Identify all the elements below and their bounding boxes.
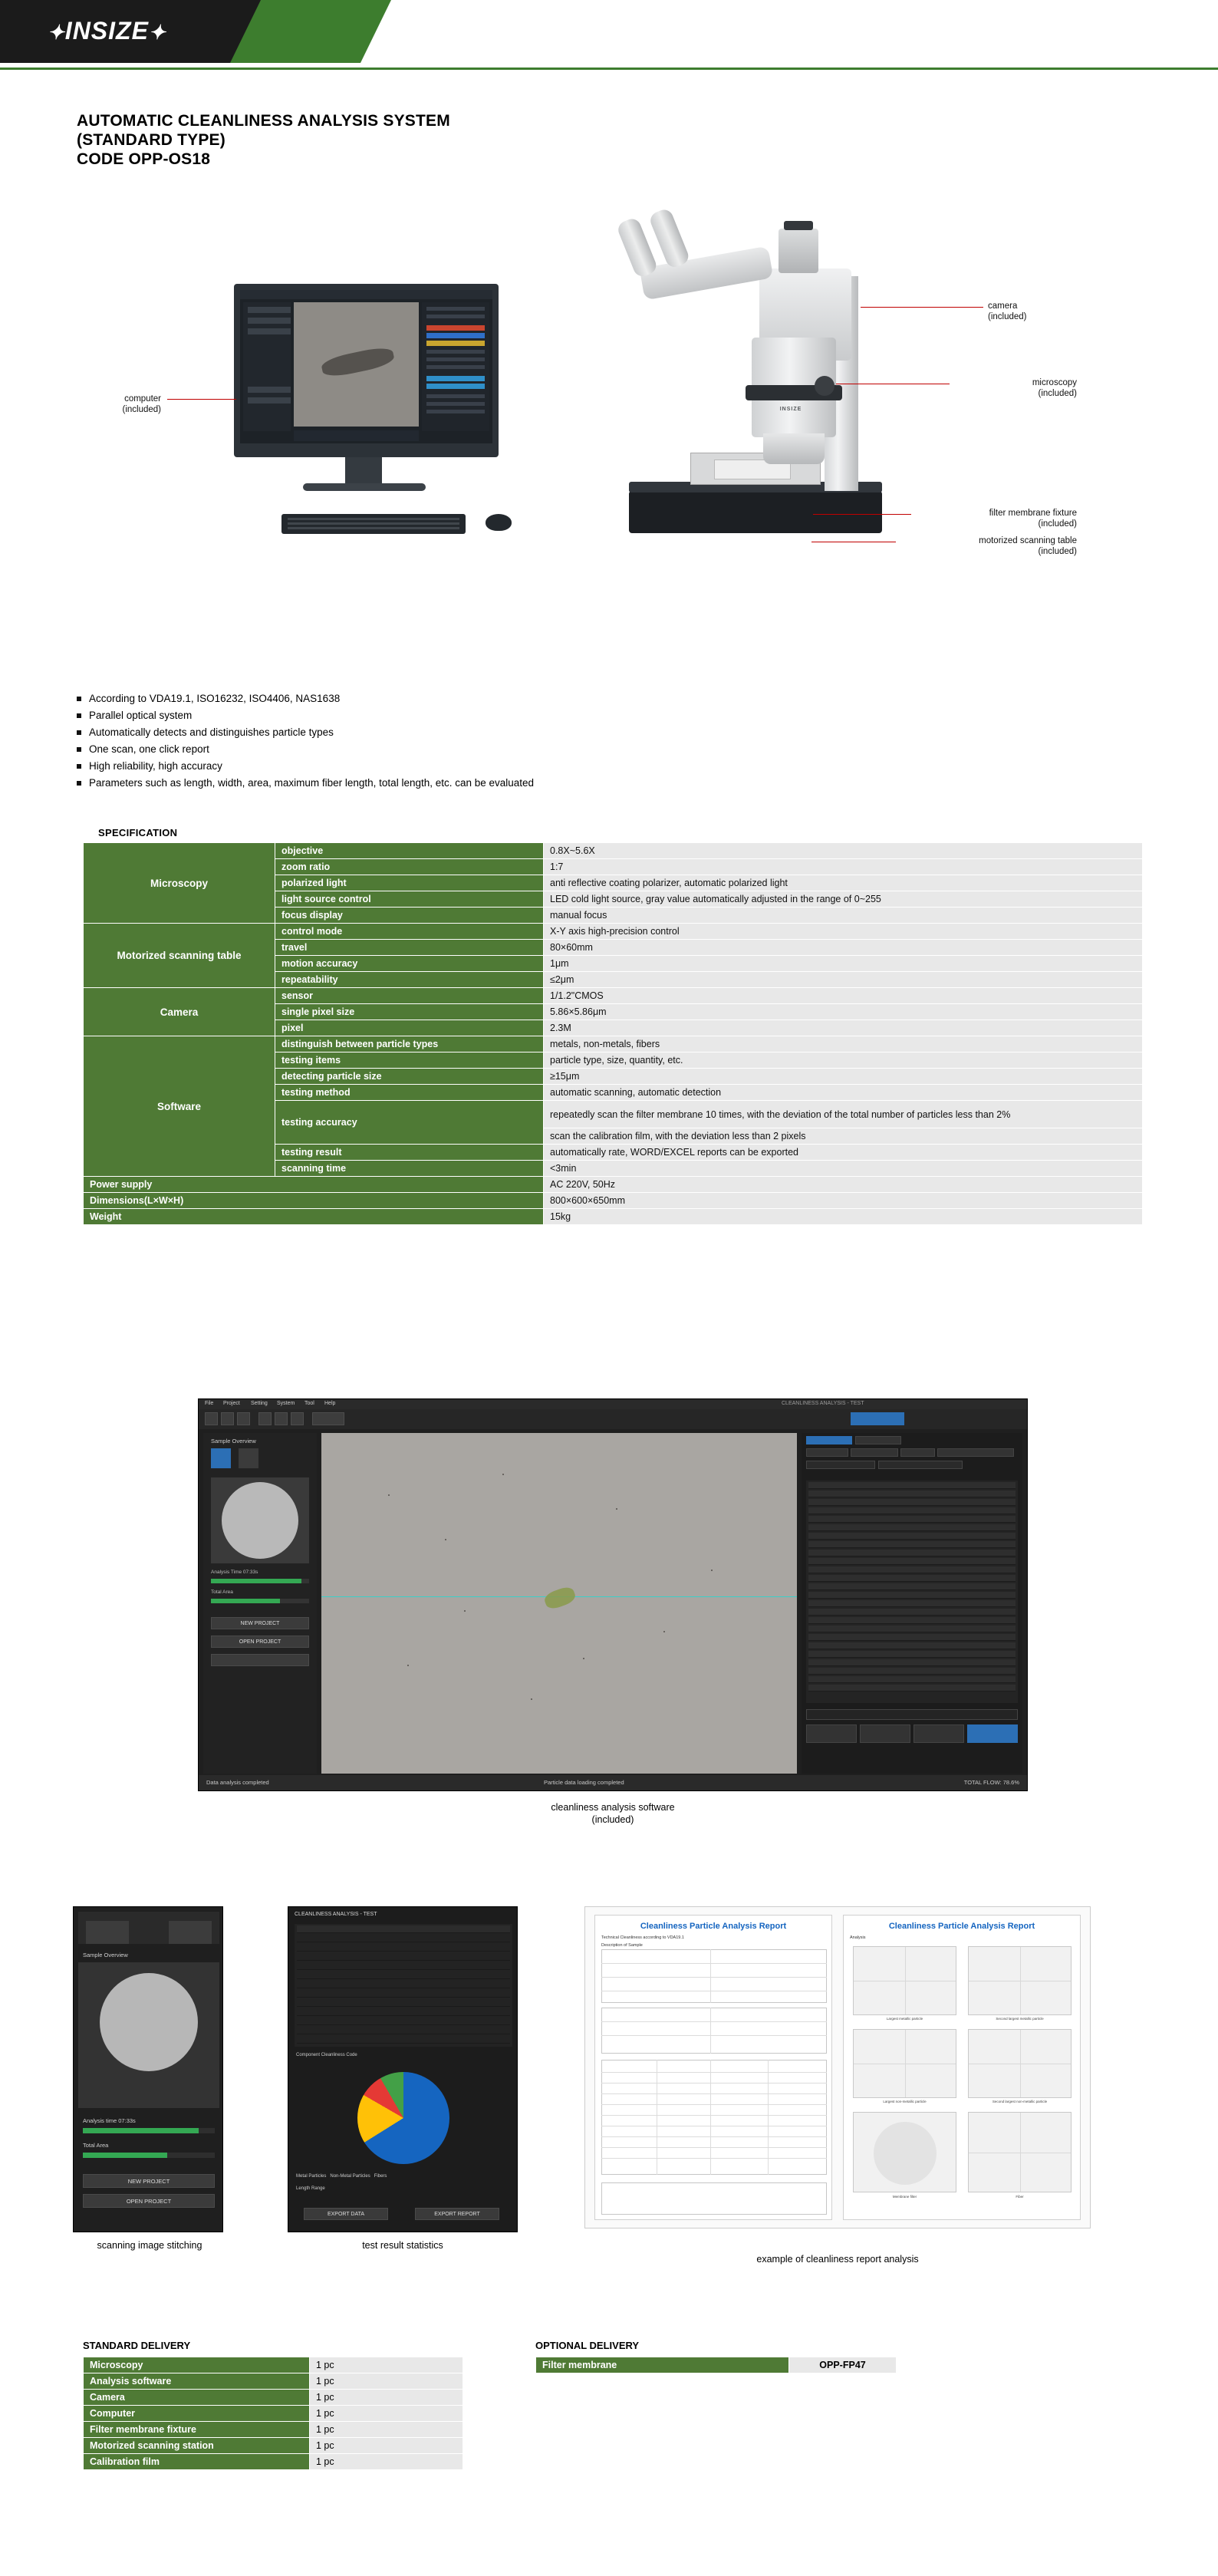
table-row [84,1177,1143,1193]
standard-delivery-heading: STANDARD DELIVERY [83,2340,191,2351]
delivery-item-qty: 1 pc [310,2454,463,2470]
table-row [84,2454,463,2470]
report-left-title: Cleanliness Particle Analysis Report [640,1922,787,1931]
menu-item-file[interactable]: File [205,1401,214,1406]
subtab-re-analysis[interactable] [851,1448,898,1457]
header-divider [0,68,1218,70]
screen-right-panel [422,302,489,431]
callout-computer: computer (included) [122,394,161,414]
camera-module [779,229,818,273]
menu-item-system[interactable]: System [277,1401,295,1406]
stitching-total-bar [83,2153,215,2158]
export-data-button[interactable]: EXPORT DATA [304,2208,388,2220]
toolbar-icon-save[interactable] [237,1412,250,1425]
spec-value: LED cold light source, gray value automatically adjusted in the range of 0~255 [544,891,1143,908]
spec-value: automatically rate, WORD/EXCEL reports can be exported [544,1145,1143,1161]
report-page-left [594,1915,832,2220]
subtab-automatic[interactable] [806,1448,848,1457]
list-item: High reliability, high accuracy [77,758,920,775]
statistics-title: CLEANLINESS ANALYSIS - TEST [295,1912,377,1917]
software-caption [198,1801,1028,1826]
report-image-2 [968,1946,1072,2015]
status-right-text: TOTAL FLOW: 78.6% [963,1779,1019,1786]
spec-value: scan the calibration film, with the deviation less than 2 pixels [544,1128,1143,1145]
callout-motorized-table: motorized scanning table (included) [979,536,1077,556]
menu-item-help[interactable]: Help [324,1401,336,1406]
screen-image-view [294,302,419,427]
list-item: Parameters such as length, width, area, maximum fiber length, total length, etc. can be evaluated [77,775,920,792]
spec-key: single pixel size [275,1004,544,1020]
page-title [77,111,767,169]
status-center-text: Particle data loading completed [544,1779,624,1786]
spec-value: AC 220V, 50Hz [544,1177,1143,1193]
delivery-item-name: Analysis software [84,2373,310,2390]
sample-overview-thumbnail[interactable] [211,1477,309,1563]
extra-action-button-1[interactable] [211,1654,309,1666]
logo-right-arrow-icon: ✦ [148,21,166,44]
monitor-base [303,483,426,491]
stitching-panel-label: Sample Overview [83,1952,128,1958]
optional-item-code: OPP-FP47 [789,2357,897,2373]
image-canvas[interactable] [321,1433,797,1774]
spec-key: light source control [275,891,544,908]
keyboard [281,514,466,534]
delivery-item-qty: 1 pc [310,2422,463,2438]
table-row [84,843,1143,859]
spec-value: 800×600×650mm [544,1193,1143,1209]
analysis-time-label: Analysis Time 07:33s [211,1570,258,1575]
caption-report-example: example of cleanliness report analysis [756,2254,919,2265]
title-line-3: CODE OPP-OS18 [77,150,211,168]
spec-value: 1/1.2"CMOS [544,988,1143,1004]
spec-value: particle type, size, quantity, etc. [544,1052,1143,1069]
stitching-thumb-right [169,1921,212,1944]
delivery-item-name: Motorized scanning station [84,2438,310,2454]
optional-delivery-heading: OPTIONAL DELIVERY [535,2340,640,2351]
spec-key: objective [275,843,544,859]
window-title: CLEANLINESS ANALYSIS - TEST [782,1401,864,1406]
spec-value: 1:7 [544,859,1143,875]
export-report-button[interactable]: EXPORT REPORT [415,2208,499,2220]
button-export-report[interactable] [967,1724,1018,1743]
title-line-2: (STANDARD TYPE) [77,131,225,149]
product-photo-area [0,176,1218,667]
spec-key: zoom ratio [275,859,544,875]
list-item: One scan, one click report [77,741,920,758]
spec-key: repeatability [275,972,544,988]
spec-value: 15kg [544,1209,1143,1225]
report-image-caption-3: Largest non-metallic particle [883,2100,927,2103]
list-item: Automatically detects and distinguishes particle types [77,724,920,741]
list-item: According to VDA19.1, ISO16232, ISO4406, NAS1638 [77,690,920,707]
particle-type-pie-chart [357,2072,449,2164]
right-panel [802,1433,1022,1774]
toolbar-button-particle-view[interactable] [851,1412,904,1425]
optional-item-name: Filter membrane [536,2357,789,2373]
membrane-preview [222,1482,298,1559]
legend-metal: Metal Particles [296,2174,327,2179]
button-re-detect[interactable] [860,1724,910,1743]
report-left-subtitle: Technical Cleanliness according to VDA19.1 [601,1935,684,1940]
spec-key: testing accuracy [275,1101,544,1145]
spec-value: manual focus [544,908,1143,924]
logo-left-arrow-icon: ✦ [48,21,65,44]
feature-list [77,690,920,792]
table-row [84,2373,463,2390]
report-section-sample: Description of Sample [601,1943,643,1948]
microscope-base [629,491,882,533]
menu-item-setting[interactable]: Setting [251,1401,268,1406]
table-row [84,2438,463,2454]
toolbar-icon-measure[interactable] [275,1412,288,1425]
stitching-analysis-time: Analysis time 07:33s [83,2117,136,2124]
microscope-eyetube [640,246,774,301]
delivery-item-qty: 1 pc [310,2390,463,2406]
spec-value: 2.3M [544,1020,1143,1036]
callout-line-camera [861,307,983,308]
callout-filter-fixture: filter membrane fixture (included) [989,509,1077,529]
statistics-legend [296,2174,387,2179]
spec-value: anti reflective coating polarizer, automatic polarized light [544,875,1143,891]
spec-key: detecting particle size [275,1069,544,1085]
camera-cap [784,221,813,230]
app-menu-bar [199,1399,1027,1409]
spec-value: ≥15μm [544,1069,1143,1085]
spec-value: automatic scanning, automatic detection [544,1085,1143,1101]
app-toolbar [199,1409,1027,1429]
computer-illustration [196,284,533,568]
software-caption-line2: (included) [591,1814,634,1825]
spec-key: motion accuracy [275,956,544,972]
specification-heading: SPECIFICATION [98,827,178,838]
focus-knob [815,376,834,396]
statistics-table [295,1924,512,2047]
stitching-progress-bar [83,2128,215,2133]
callout-camera: camera (included) [988,301,1027,321]
delivery-item-name: Camera [84,2390,310,2406]
stitching-total-label: Total Area [83,2142,109,2149]
delivery-item-name: Calibration film [84,2454,310,2470]
delivery-item-name: Filter membrane fixture [84,2422,310,2438]
legend-fiber: Fibers [374,2174,387,2179]
spec-key: sensor [275,988,544,1004]
spec-key: polarized light [275,875,544,891]
stitched-membrane-image [100,1973,198,2071]
analysis-progress-bar [211,1579,309,1583]
scanning-image-stitching-screenshot [73,1906,223,2232]
panel-icon-grid[interactable] [239,1448,258,1468]
cleanliness-report-example [584,1906,1091,2228]
specification-table [83,842,1143,1225]
spec-key: scanning time [275,1161,544,1177]
delivery-item-name: Computer [84,2406,310,2422]
stitching-open-project-button[interactable]: OPEN PROJECT [83,2194,215,2208]
report-image-1 [853,1946,956,2015]
status-left-text: Data analysis completed [206,1779,269,1786]
report-right-title: Cleanliness Particle Analysis Report [888,1922,1035,1931]
new-project-button[interactable]: NEW PROJECT [211,1617,309,1629]
table-row [84,2422,463,2438]
tab-particle[interactable] [806,1436,852,1444]
checkbox-outline-particle[interactable] [806,1461,875,1469]
spec-value: metals, non-metals, fibers [544,1036,1143,1052]
monitor-screen [240,290,492,443]
subtab-save-particle-image[interactable] [937,1448,1014,1457]
spec-key: pixel [275,1020,544,1036]
left-panel-title: Sample Overview [211,1438,256,1444]
microscope-brand-text: INSIZE [779,407,802,412]
delivery-item-name: Microscopy [84,2357,310,2373]
monitor-bezel [234,284,499,457]
table-row [84,2406,463,2422]
test-result-statistics-screenshot [288,1906,518,2232]
callout-line-fixture [813,514,911,515]
standard-delivery-table [83,2357,463,2470]
screen-status-bar [294,430,419,441]
status-bar [199,1775,1027,1790]
table-row [84,1036,1143,1052]
microscope-objective [763,433,825,464]
stitching-new-project-button[interactable]: NEW PROJECT [83,2174,215,2188]
spec-key: Dimensions(L×W×H) [84,1193,544,1209]
spec-category: Software [84,1036,275,1177]
spec-value: 5.86×5.86μm [544,1004,1143,1020]
optional-delivery-table [535,2357,897,2373]
callout-line-computer [167,399,236,400]
spec-key: testing items [275,1052,544,1069]
delivery-item-qty: 1 pc [310,2357,463,2373]
spec-value: X-Y axis high-precision control [544,924,1143,940]
delivery-item-qty: 1 pc [310,2406,463,2422]
caption-test-result-statistics: test result statistics [362,2240,443,2251]
spec-category: Motorized scanning table [84,924,275,988]
menu-item-tool[interactable]: Tool [304,1401,314,1406]
spec-key: control mode [275,924,544,940]
report-page-right [843,1915,1081,2220]
filter-row[interactable] [806,1709,1018,1720]
software-screenshot [198,1398,1028,1791]
checkbox-show-fiber-length[interactable] [878,1461,963,1469]
menu-item-project[interactable]: Project [223,1401,240,1406]
list-item: Parallel optical system [77,707,920,724]
spec-key: testing result [275,1145,544,1161]
spec-key: travel [275,940,544,956]
button-laser-scan[interactable] [806,1724,857,1743]
report-image-caption-4: Second largest non-metallic particle [992,2100,1048,2103]
toolbar-icon-settings[interactable] [291,1412,304,1425]
spec-key: focus display [275,908,544,924]
table-row [84,2357,463,2373]
screen-toolbar [240,290,492,299]
legend-nonmetal: Non-Metal Particles [330,2174,370,2179]
brand-logo: ✦INSIZE✦ [48,17,166,44]
spec-category: Camera [84,988,275,1036]
toolbar-icon-open[interactable] [221,1412,234,1425]
table-row [84,924,1143,940]
spec-key: distinguish between particle types [275,1036,544,1052]
report-image-6 [968,2112,1072,2192]
software-caption-line1: cleanliness analysis software [551,1802,675,1813]
page-header [0,0,1218,69]
toolbar-dropdown-mode[interactable] [312,1412,344,1425]
statistics-length-range-label: Length Range [296,2186,325,2191]
spec-key: testing method [275,1085,544,1101]
spec-value: 1μm [544,956,1143,972]
monitor-neck [345,457,382,485]
open-project-button[interactable]: OPEN PROJECT [211,1636,309,1648]
report-image-4 [968,2029,1072,2098]
particle-table[interactable] [806,1481,1018,1703]
microscope-illustration [606,184,936,591]
delivery-item-qty: 1 pc [310,2438,463,2454]
screen-left-panel [243,302,291,431]
statistics-summary-line-1: Component Cleanliness Code [296,2053,357,2057]
report-image-5 [853,2112,956,2192]
report-image-caption-6: Fiber [1016,2195,1024,2199]
panel-icon-refresh[interactable] [211,1448,231,1468]
report-image-caption-2: Second largest metallic particle [996,2017,1044,2021]
report-image-caption-1: Largest metallic particle [886,2017,923,2021]
stitching-preview-panel [78,1962,219,2108]
spec-value: repeatedly scan the filter membrane 10 times, with the deviation of the total number of particles less than 2% [544,1101,1143,1128]
total-area-progress-bar [211,1599,309,1603]
callout-microscopy: microscopy (included) [1032,378,1077,398]
stitching-thumb-left [86,1921,129,1944]
spec-value: 80×60mm [544,940,1143,956]
total-area-label: Total Area [211,1589,233,1595]
toolbar-icon-new[interactable] [205,1412,218,1425]
detected-fiber [543,1585,578,1611]
spec-value: <3min [544,1161,1143,1177]
spec-value: ≤2μm [544,972,1143,988]
table-row [84,988,1143,1004]
table-row [84,1209,1143,1225]
tab-result[interactable] [855,1436,901,1444]
caption-scanning-image-stitching: scanning image stitching [97,2240,202,2251]
table-row [84,1193,1143,1209]
mouse [486,514,512,531]
report-image-3 [853,2029,956,2098]
title-line-1: AUTOMATIC CLEANLINESS ANALYSIS SYSTEM [77,112,450,130]
spec-value: 0.8X~5.6X [544,843,1143,859]
spec-key: Power supply [84,1177,544,1193]
spec-key: Weight [84,1209,544,1225]
left-panel [203,1433,317,1774]
button-export-data[interactable] [914,1724,964,1743]
table-row [536,2357,897,2373]
subtab-manual[interactable] [900,1448,935,1457]
toolbar-icon-zoom[interactable] [258,1412,272,1425]
report-image-caption-5: Membrane filter [892,2195,917,2199]
table-row [84,2390,463,2406]
spec-category: Microscopy [84,843,275,924]
report-section-analysis: Analysis [850,1935,866,1940]
delivery-item-qty: 1 pc [310,2373,463,2390]
stitching-toolbar [78,1912,219,1944]
